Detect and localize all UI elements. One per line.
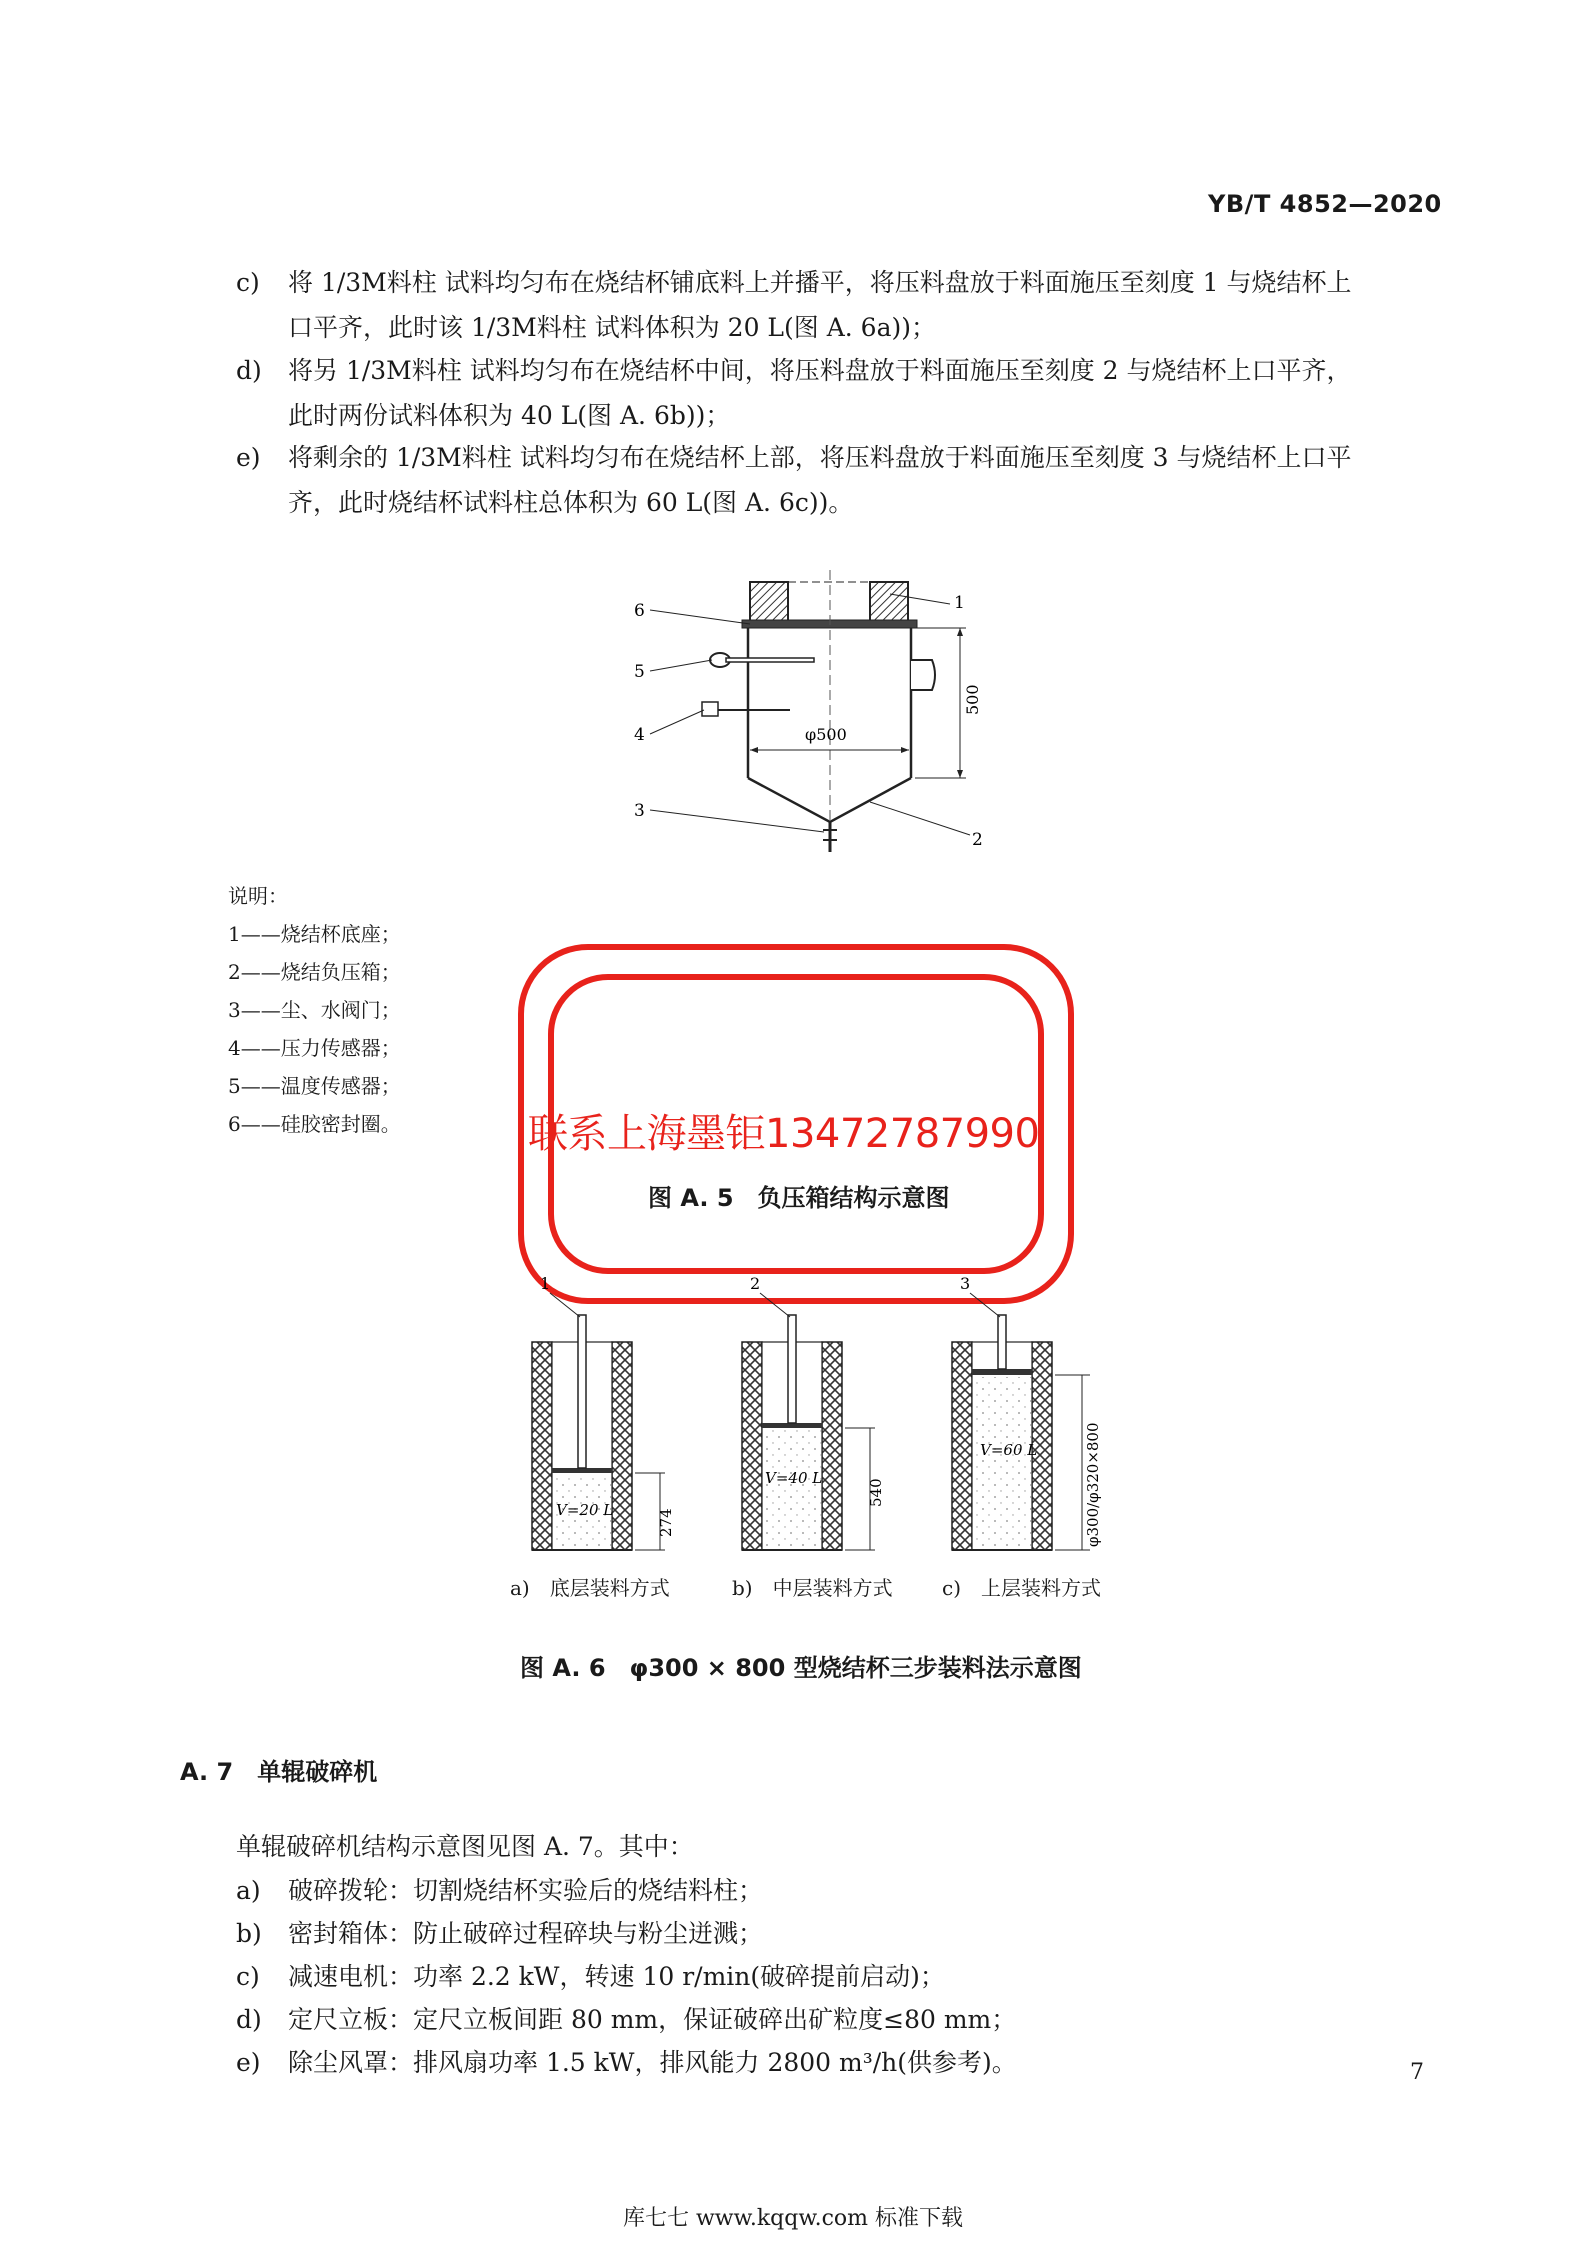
- subcaption-c: c) 上层装料方式: [942, 1576, 1102, 1600]
- component-list: [236, 1876, 1017, 2091]
- svg-text:1: 1: [954, 593, 965, 613]
- subcaption-b: b) 中层装料方式: [732, 1576, 893, 1600]
- list-item: d) 定尺立板：定尺立板间距 80 mm，保证破碎出矿粒度≤80 mm；: [236, 2005, 1017, 2034]
- svg-text:V=40 L: V=40 L: [765, 1469, 823, 1487]
- svg-text:V=20 L: V=20 L: [556, 1501, 614, 1519]
- vacuum-box-diagram: [620, 560, 1020, 880]
- standard-code: YB/T 4852—2020: [1208, 190, 1442, 218]
- svg-text:1: 1: [540, 1274, 551, 1293]
- contact-watermark: 联系上海墨钜13472787990: [528, 1111, 1040, 1157]
- svg-text:2: 2: [750, 1274, 761, 1293]
- step-d: d) 将另 1/3M料柱 试料均匀布在烧结杯中间，将压料盘放于料面施压至刻度 2 与烧结杯上口平齐， 此时两份试料体积为 40 L(图 A. 6b))；: [236, 356, 1352, 430]
- list-item: a) 破碎拨轮：切割烧结杯实验后的烧结料柱；: [236, 1876, 764, 1905]
- step-c: c) 将 1/3M料柱 试料均匀布在烧结杯铺底料上并播平，将压料盘放于料面施压至刻度 1 与烧结杯上 口平齐，此时该 1/3M料柱 试料体积为 20 L(图 A. 6a))；: [236, 268, 1352, 342]
- svg-text:φ300/φ320×800: φ300/φ320×800: [1084, 1422, 1102, 1547]
- diameter-dimension: φ500: [805, 725, 847, 744]
- figure-a5-caption: 图 A. 5 负压箱结构示意图: [648, 1184, 950, 1212]
- list-item: c) 减速电机：功率 2.2 kW，转速 10 r/min(破碎提前启动)；: [236, 1962, 945, 1991]
- svg-text:3: 3: [634, 801, 645, 821]
- height-dimension: 500: [963, 684, 982, 715]
- svg-text:3: 3: [960, 1274, 971, 1293]
- svg-text:2: 2: [972, 830, 983, 850]
- svg-text:4: 4: [634, 725, 645, 745]
- svg-text:V=60 L: V=60 L: [980, 1441, 1038, 1459]
- svg-text:540: 540: [867, 1478, 885, 1507]
- figure-a5-legend: 说明： 1——烧结杯底座； 2——烧结负压箱； 3——尘、水阀门； 4——压力传感器； 5——温度传感器； 6——硅胶密封圈。: [228, 884, 401, 1136]
- subcaption-a: a) 底层装料方式: [510, 1576, 670, 1600]
- list-item: e) 除尘风罩：排风扇功率 1.5 kW，排风能力 2800 m³/h(供参考)。: [236, 2048, 1017, 2077]
- section-heading: A. 7 单辊破碎机: [180, 1758, 378, 1786]
- list-item: b) 密封箱体：防止破碎过程碎块与粉尘迸溅；: [236, 1919, 764, 1948]
- figure-a6-caption: 图 A. 6 φ300 × 800 型烧结杯三步装料法示意图: [520, 1654, 1082, 1682]
- site-footer: 库七七 www.kqqw.com 标准下载: [622, 2206, 963, 2231]
- page-number: 7: [1410, 2060, 1424, 2085]
- step-e: e) 将剩余的 1/3M料柱 试料均匀布在烧结杯上部，将压料盘放于料面施压至刻度 3 与烧结杯上口平 齐，此时烧结杯试料柱总体积为 60 L(图 A. 6c))。: [236, 443, 1352, 517]
- section-intro: 单辊破碎机结构示意图见图 A. 7。其中：: [236, 1832, 694, 1861]
- svg-text:6: 6: [634, 601, 645, 621]
- svg-text:5: 5: [634, 662, 645, 682]
- svg-text:274: 274: [657, 1508, 675, 1537]
- three-step-loading-diagram: [500, 1265, 1120, 1565]
